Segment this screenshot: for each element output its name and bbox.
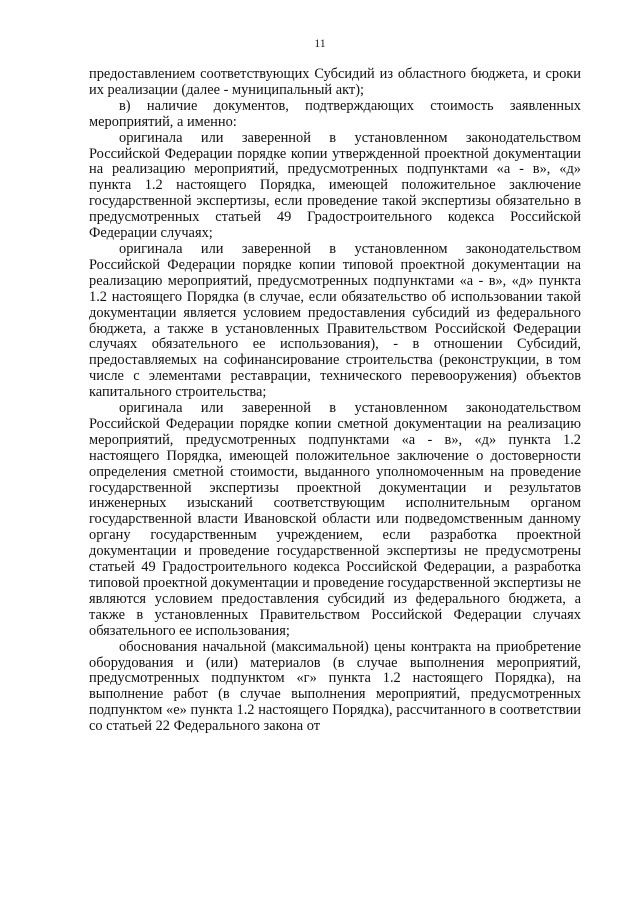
paragraph-price-justification: обоснования начальной (максимальной) цены контракта на приобретение оборудования и (или) материалов (в случае выполнения мероприятий, предусмотренных подпунктом «г» пункта 1.2 настоящего Порядка), на выполнение работ (в случае выполнения мероприятий, предусмотренных подпунктом «е» пункта 1.2 настоящего Порядка), рассчитанного в соответствии со статьей 22 Федерального закона от: [89, 638, 581, 735]
page-number: 11: [314, 36, 326, 50]
paragraph-continuation: предоставлением соответствующих Субсидий из областного бюджета, и сроки их реализации (далее - муниципальный акт);: [89, 66, 581, 98]
document-body: [89, 67, 581, 735]
paragraph-typical-documentation: оригинала или заверенной в установленном законодательством Российской Федерации порядке копии типовой проектной документации на реализацию мероприятий, предусмотренных подпунктами «а - в», «д» пункта 1.2 настоящего Порядка (в случае, если обязательство об использовании такой документации является условием предоставления субсидий из федерального бюджета, а также в установленных Правительством Российской Федерации случаях обязательного ее использования), - в отношении Субсидий, предоставляемых на софинансирование строительства (реконструкции, в том числе с элементами реставрации, технического перевооружения) объектов капитального строительства;: [89, 240, 581, 401]
paragraph-item-v: в) наличие документов, подтверждающих стоимость заявленных мероприятий, а именно:: [89, 97, 581, 130]
paragraph-estimate-documentation: оригинала или заверенной в установленном законодательством Российской Федерации порядке копии сметной документации на реализацию мероприятий, предусмотренных подпунктами «а - в», «д» пункта 1.2 настоящего Порядка, имеющей положительное заключение о достоверности определения сметной стоимости, выданного уполномоченным на проведение государственной экспертизы проектной документации и результатов инженерных изысканий соответствующим исполнительным органом государственной власти Ивановской области или подведомственным данному органу государственным учреждением, если разработка проектной документации и проведение государственной экспертизы не предусмотрены статьей 49 Градостроительного кодекса Российской Федерации, а разработка типовой проектной документации и проведение государственной экспертизы не являются условием предоставления субсидий из федерального бюджета, а также в установленных Правительством Российской Федерации случаях обязательного ее использования;: [89, 400, 581, 639]
paragraph-project-documentation: оригинала или заверенной в установленном законодательством Российской Федерации порядке копии утвержденной проектной документации на реализацию мероприятий, предусмотренных подпунктами «а - в», «д» пункта 1.2 настоящего Порядка, имеющей положительное заключение государственной экспертизы, если проведение такой экспертизы обязательно в предусмотренных статьей 49 Градостроительного кодекса Российской Федерации случаях;: [89, 129, 581, 242]
